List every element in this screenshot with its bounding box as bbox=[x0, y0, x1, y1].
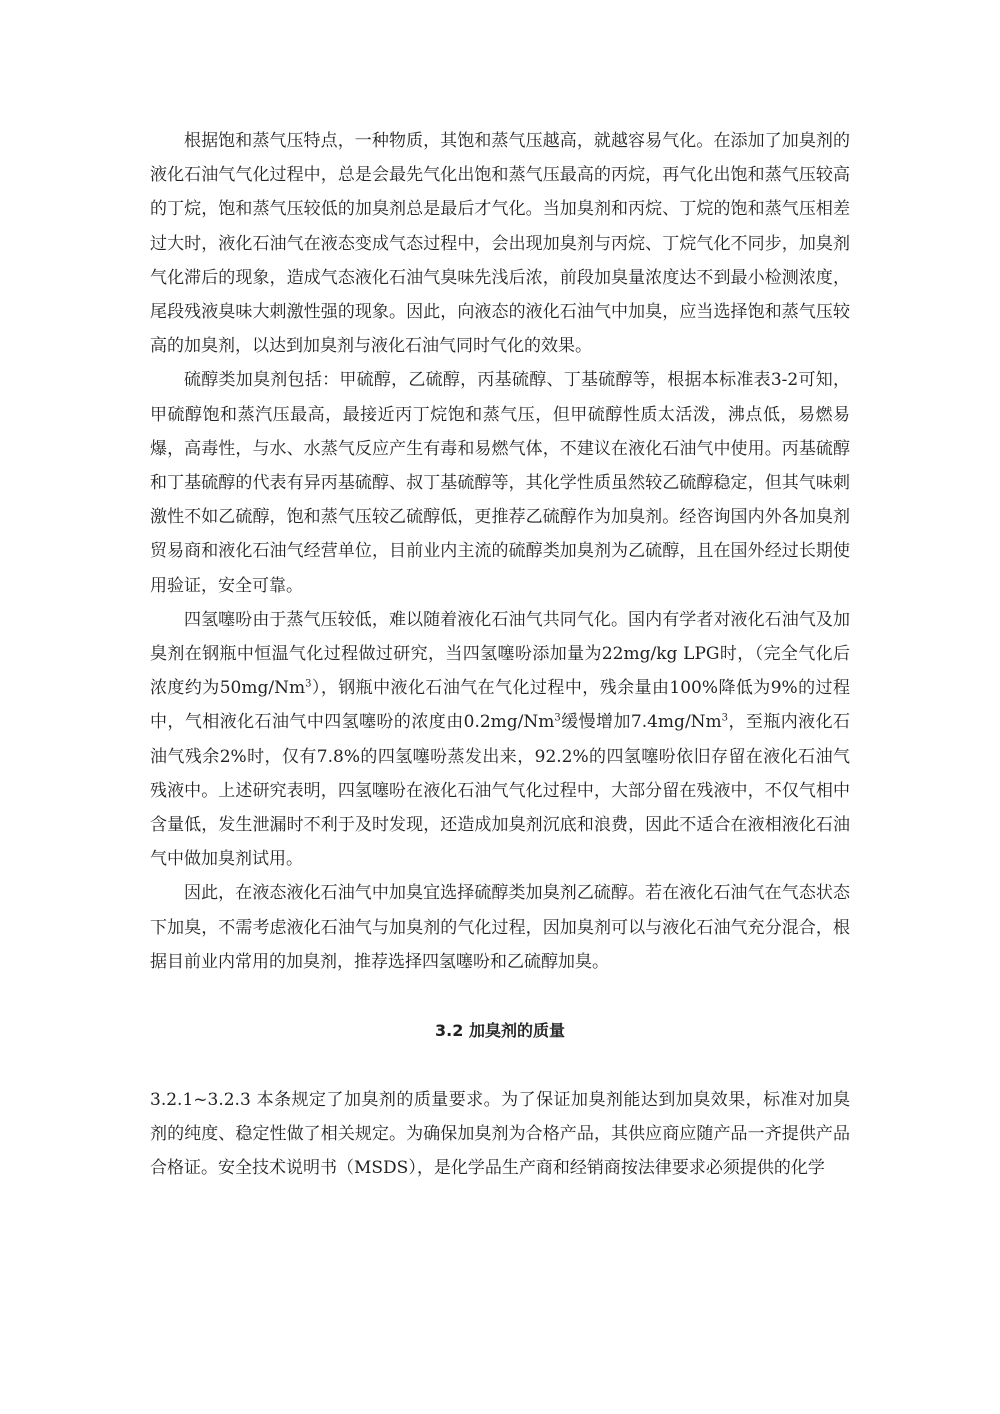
tht-text-a: 四氢噻吩由于蒸气压较低，难以随着液化石油气共同气化。国内有学者对液化石油气及加臭剂在钢瓶中恒温气化过程做过研究，当四氢噻吩添加量为22mg/kg LPG时，（完全气化后浓度约为50mg/Nm bbox=[150, 609, 850, 699]
tht-text-c: 缓慢增加7.4mg/Nm bbox=[560, 712, 722, 733]
paragraph-vapor-pressure: 根据饱和蒸气压特点，一种物质，其饱和蒸气压越高，就越容易气化。在添加了加臭剂的液化石油气气化过程中，总是会最先气化出饱和蒸气压最高的丙烷，再气化出饱和蒸气压较高的丁烷，饱和蒸气压较低的加臭剂总是最后才气化。当加臭剂和丙烷、丁烷的饱和蒸气压相差过大时，液化石油气在液态变成气态过程中，会出现加臭剂与丙烷、丁烷气化不同步，加臭剂气化滞后的现象，造成气态液化石油气臭味先浅后浓，前段加臭量浓度达不到最小检测浓度，尾段残液臭味大刺激性强的现象。因此，向液态的液化石油气中加臭，应当选择饱和蒸气压较高的加臭剂，以达到加臭剂与液化石油气同时气化的效果。 bbox=[150, 131, 850, 357]
superscript-3: 3 bbox=[554, 712, 561, 724]
superscript-3: 3 bbox=[721, 712, 729, 724]
section-heading: 3.2 加臭剂的质量 bbox=[435, 1021, 565, 1041]
superscript-3: 3 bbox=[305, 678, 312, 690]
paragraph-mercaptans: 硫醇类加臭剂包括：甲硫醇，乙硫醇，丙基硫醇、丁基硫醇等，根据本标准表3-2可知，甲硫醇饱和蒸汽压最高，最接近丙丁烷饱和蒸气压，但甲硫醇性质太活泼，沸点低，易燃易爆，高毒性，与水、水蒸气反应产生有毒和易燃气体，不建议在液化石油气中使用。丙基硫醇和丁基硫醇的代表有异丙基硫醇、叔丁基硫醇等，其化学性质虽然较乙硫醇稳定，但其气味刺激性不如乙硫醇，饱和蒸气压较乙硫醇低，更推荐乙硫醇作为加臭剂。经咨询国内外各加臭剂贸易商和液化石油气经营单位，目前业内主流的硫醇类加臭剂为乙硫醇，且在国外经过长期使用验证，安全可靠。 bbox=[150, 370, 850, 596]
paragraph-tetrahydrothiophene bbox=[150, 603, 850, 877]
document-page bbox=[150, 124, 850, 1186]
paragraph-conclusion: 因此，在液态液化石油气中加臭宜选择硫醇类加臭剂乙硫醇。若在液化石油气在气态状态下加臭，不需考虑液化石油气与加臭剂的气化过程，因加臭剂可以与液化石油气充分混合，根据目前业内常用的加臭剂，推荐选择四氢噻吩和乙硫醇加臭。 bbox=[150, 883, 850, 972]
tht-text-b: ），钢瓶中液化石油气在气化过程中，残余量由100%降低为9%的过程中，气相液化石油气中四氢噻吩的浓度由0.2mg/Nm bbox=[150, 678, 850, 733]
tht-text-d: ，至瓶内液化石油气残余2%时，仅有7.8%的四氢噻吩蒸发出来，92.2%的四氢噻吩依旧存留在液化石油气残液中。上述研究表明，四氢噻吩在液化石油气气化过程中，大部分留在残液中，不仅气相中含量低，发生泄漏时不利于及时发现，还造成加臭剂沉底和浪费，因此不适合在液相液化石油气中做加臭剂试用。 bbox=[150, 712, 851, 870]
paragraph-quality-requirements: 3.2.1~3.2.3 本条规定了加臭剂的质量要求。为了保证加臭剂能达到加臭效果，标准对加臭剂的纯度、稳定性做了相关规定。为确保加臭剂为合格产品，其供应商应随产品一齐提供产品合格证。安全技术说明书（MSDS），是化学品生产商和经销商按法律要求必须提供的化学 bbox=[150, 1090, 850, 1179]
